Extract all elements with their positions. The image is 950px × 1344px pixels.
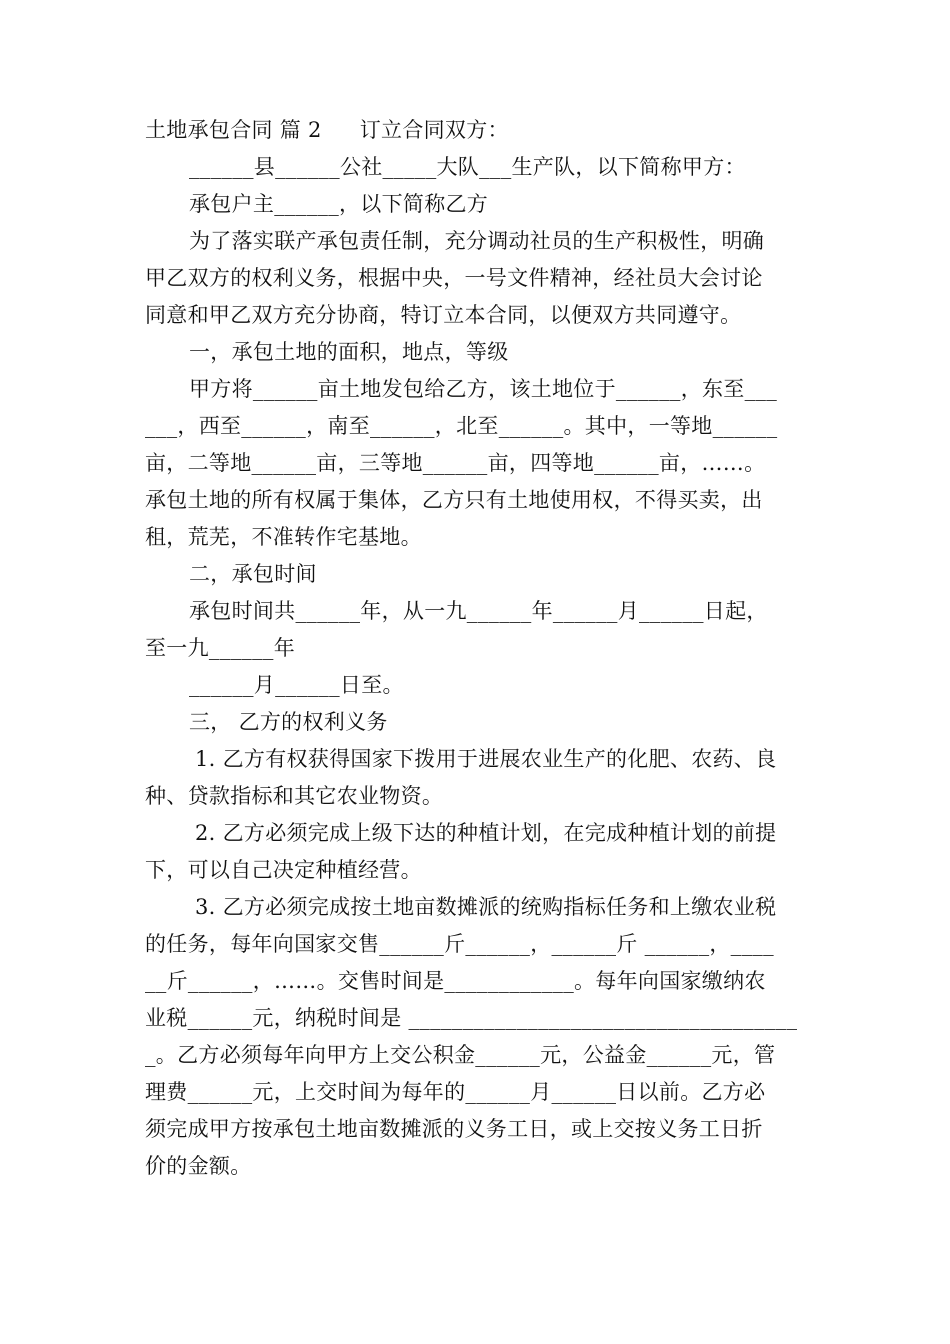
section2-line: 至一九______年 — [145, 636, 295, 660]
section1-line: 租，荒芜，不准转作宅基地。 — [145, 525, 422, 549]
clause-2-line: 下，可以自己决定种植经营。 — [145, 858, 422, 882]
parties-heading: 订立合同双方： — [359, 118, 509, 142]
preamble-line: 为了落实联产承包责任制，充分调动社员的生产积极性，明确 — [189, 229, 765, 253]
clause-3-line: 3. 乙方必须完成按土地亩数摊派的统购指标任务和上缴农业税 — [195, 895, 777, 919]
clause-3-line: _。乙方必须每年向甲方上交公积金______元，公益金______元，管 — [145, 1043, 776, 1067]
clause-2-line: 2. 乙方必须完成上级下达的种植计划，在完成种植计划的前提 — [195, 821, 777, 845]
title-line — [145, 112, 810, 149]
party-a-line: ______县______公社_____大队___生产队，以下简称甲方： — [189, 155, 746, 179]
clause-3-line: 业税______元，纳税时间是 ____________________________________ — [145, 1006, 798, 1030]
party-b-line: 承包户主______，以下简称乙方 — [189, 192, 489, 216]
clause-1-line: 1. 乙方有权获得国家下拨用于进展农业生产的化肥、农药、良 — [195, 747, 777, 771]
clause-3-line: __斤______，……。交售时间是____________。每年向国家缴纳农 — [145, 969, 766, 993]
section1-line: 亩，二等地______亩，三等地______亩，四等地______亩，……。 — [145, 451, 766, 475]
clause-3-line: 理费______元，上交时间为每年的______月______日以前。乙方必 — [145, 1080, 766, 1104]
section2-line: ______月______日至。 — [189, 673, 404, 697]
clause-1-line: 种、贷款指标和其它农业物资。 — [145, 784, 444, 808]
document-title: 土地承包合同 篇 2 — [145, 118, 322, 142]
preamble-line: 甲乙双方的权利义务，根据中央，一号文件精神，经社员大会讨论 — [145, 266, 763, 290]
section1-line: 承包土地的所有权属于集体，乙方只有土地使用权，不得买卖，出 — [145, 488, 763, 512]
section2-line: 承包时间共______年，从一九______年______月______日起， — [189, 599, 768, 623]
section1-line: ___，西至______，南至______，北至______。其中，一等地______ — [145, 414, 778, 438]
clause-3-line: 的任务，每年向国家交售______斤______，______斤 ______，____ — [145, 932, 774, 956]
section-heading-1: 一，承包土地的面积，地点，等级 — [189, 340, 509, 364]
clause-3-line: 须完成甲方按承包土地亩数摊派的义务工日，或上交按义务工日折 — [145, 1117, 763, 1141]
contract-page — [145, 112, 810, 1185]
section-heading-2: 二，承包时间 — [189, 562, 317, 586]
preamble-line: 同意和甲乙双方充分协商，特订立本合同，以便双方共同遵守。 — [145, 303, 742, 327]
section-heading-3: 三， 乙方的权利义务 — [189, 710, 388, 734]
clause-3-line: 价的金额。 — [145, 1154, 252, 1178]
section1-line: 甲方将______亩土地发包给乙方，该土地位于______，东至___ — [189, 377, 777, 401]
